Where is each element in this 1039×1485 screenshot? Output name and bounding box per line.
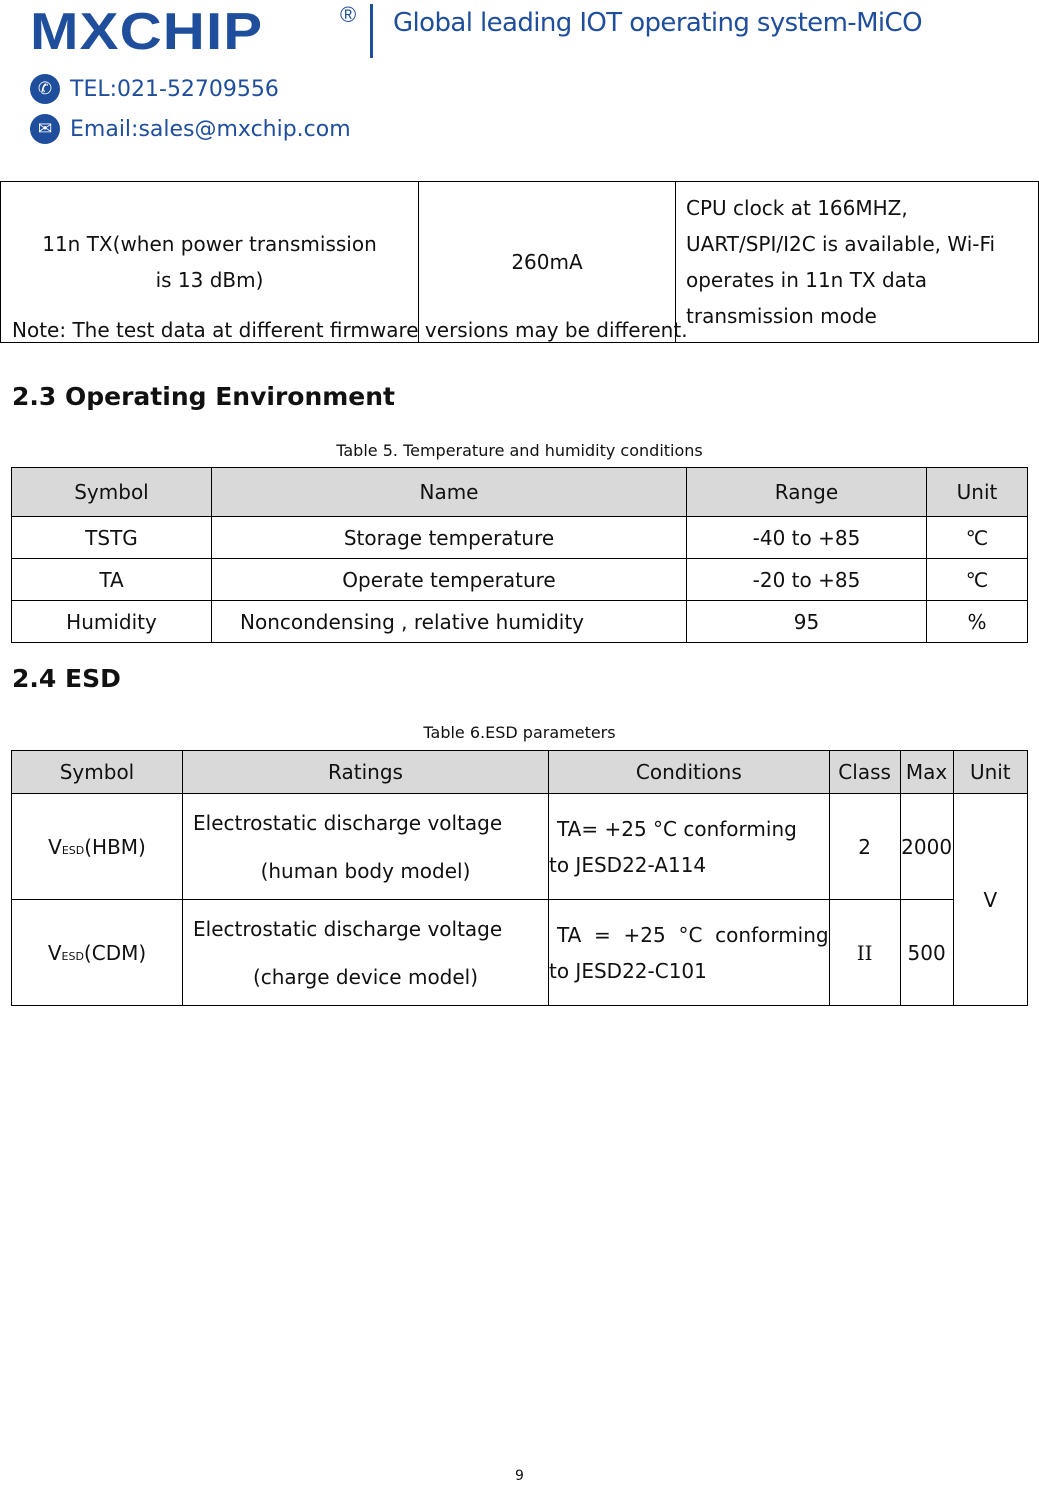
header-unit: Unit — [927, 468, 1028, 517]
contact-email — [30, 114, 351, 144]
section-heading-environment: 2.3 Operating Environment — [12, 382, 396, 411]
cell-conditions — [549, 900, 830, 1006]
table-row — [12, 794, 1028, 900]
symbol-subscript: ESD — [61, 843, 85, 857]
header-symbol: Symbol — [12, 468, 212, 517]
cell-range: -20 to +85 — [687, 559, 927, 601]
symbol-main: V — [47, 940, 62, 965]
description-cell: CPU clock at 166MHZ, UART/SPI/I2C is available, Wi-Fi operates in 11n TX data transmission mode — [676, 182, 1039, 343]
cell-symbol — [12, 900, 183, 1006]
cell-rating — [183, 794, 549, 900]
symbol-suffix: (CDM) — [83, 940, 147, 965]
email-text: Email:sales@mxchip.com — [70, 116, 351, 142]
rating-line: Electrostatic discharge voltage — [193, 810, 503, 835]
header-name: Name — [212, 468, 687, 517]
cell-symbol — [12, 794, 183, 900]
condition-line: TA= +25 °C conforming — [557, 816, 797, 841]
symbol-subscript: ESD — [61, 949, 84, 963]
table-row — [12, 517, 1028, 559]
cell-symbol: TA — [12, 559, 212, 601]
tel-text: TEL:021-52709556 — [70, 76, 279, 102]
condition-line: TA = +25 °C conforming — [557, 922, 829, 947]
rating-line: (human body model) — [260, 858, 471, 883]
cell-max: 2000 — [900, 794, 953, 900]
cell-class: II — [829, 900, 900, 1006]
header-class: Class — [829, 751, 900, 794]
table5-caption: Table 5. Temperature and humidity conditions — [336, 441, 703, 460]
cell-range: -40 to +85 — [687, 517, 927, 559]
cell-unit: ℃ — [927, 517, 1028, 559]
table-header-row — [12, 468, 1028, 517]
esd-parameters-table — [11, 750, 1028, 1006]
header-ratings: Ratings — [183, 751, 549, 794]
registered-mark: ® — [340, 2, 357, 27]
condition-line: to JESD22-A114 — [549, 852, 707, 877]
cell-rating — [183, 900, 549, 1006]
cell-range: 95 — [687, 601, 927, 643]
table-row — [12, 601, 1028, 643]
cell-name: Operate temperature — [212, 559, 687, 601]
header-symbol: Symbol — [12, 751, 183, 794]
phone-icon: ✆ — [30, 74, 60, 104]
header-divider — [370, 4, 373, 58]
symbol-main: V — [48, 834, 62, 859]
rating-line: (charge device model) — [252, 964, 479, 989]
header-unit: Unit — [953, 751, 1027, 794]
header-conditions: Conditions — [549, 751, 830, 794]
table-row — [12, 900, 1028, 1006]
cell-unit: ℃ — [927, 559, 1028, 601]
cell-unit: V — [953, 794, 1027, 1006]
rating-line: Electrostatic discharge voltage — [193, 916, 503, 941]
cell-max: 500 — [900, 900, 953, 1006]
temperature-humidity-table — [11, 467, 1028, 643]
current-cell: 260mA — [419, 182, 676, 343]
cell-unit: % — [927, 601, 1028, 643]
mail-icon: ✉ — [30, 114, 60, 144]
logo-text: MXCHIP — [30, 3, 264, 61]
header-range: Range — [687, 468, 927, 517]
note-text: Note: The test data at different firmware versions may be different. — [12, 318, 688, 342]
cell-symbol: TSTG — [12, 517, 212, 559]
mode-cell: 11n TX(when power transmission is 13 dBm) — [1, 182, 419, 343]
section-heading-esd: 2.4 ESD — [12, 664, 121, 693]
contact-tel — [30, 74, 279, 104]
table-row — [12, 559, 1028, 601]
page-number: 9 — [515, 1468, 524, 1484]
cell-class: 2 — [829, 794, 900, 900]
condition-line: to JESD22-C101 — [549, 958, 707, 983]
cell-symbol: Humidity — [12, 601, 212, 643]
table6-caption: Table 6.ESD parameters — [423, 723, 616, 742]
header-max: Max — [900, 751, 953, 794]
cell-name: Noncondensing , relative humidity — [212, 601, 687, 643]
slogan: Global leading IOT operating system-MiCO — [393, 8, 922, 38]
table-header-row — [12, 751, 1028, 794]
cell-conditions — [549, 794, 830, 900]
symbol-suffix: (HBM) — [84, 834, 146, 859]
cell-name: Storage temperature — [212, 517, 687, 559]
company-logo — [30, 4, 263, 60]
